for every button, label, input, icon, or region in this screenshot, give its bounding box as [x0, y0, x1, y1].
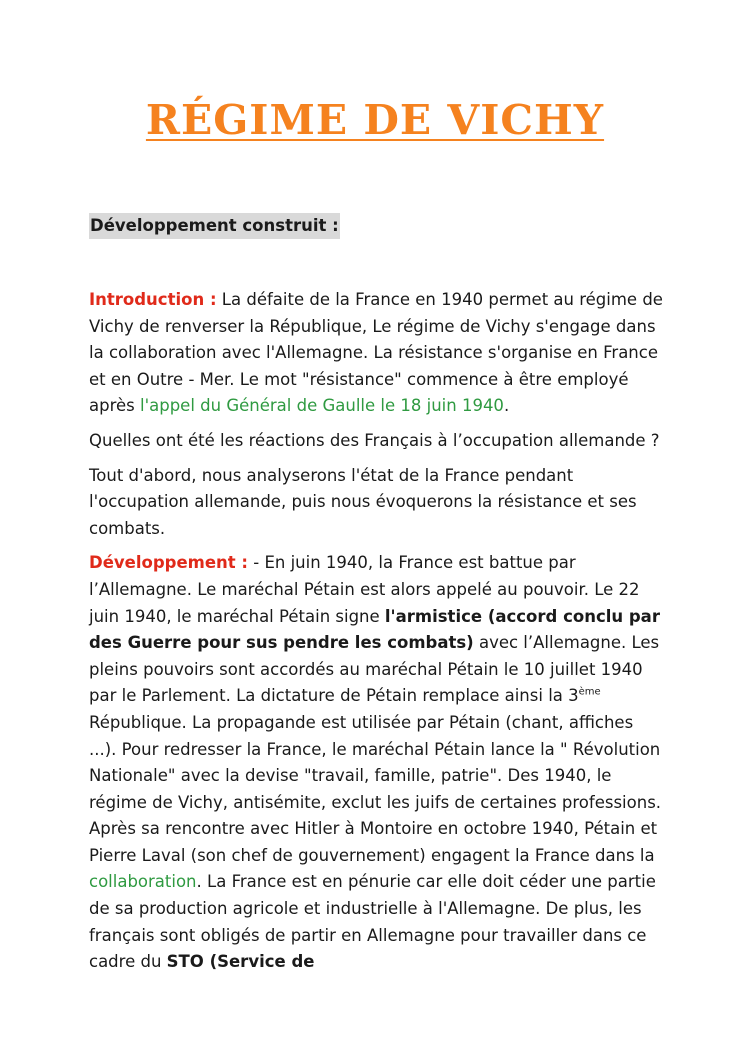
intro-text: La défaite de la France en 1940 permet au régime de Vichy de renverser la République, Le régime de Vichy s'engage dans la collaboration avec l'Allemagne. La résistance s'organise en France et en Outre - Mer. Le mot "résistance" commence à être employé après [89, 290, 663, 416]
development-superscript: ème [578, 686, 601, 698]
question-paragraph: Quelles ont été les réactions des Français à l’occupation allemande ? [89, 430, 660, 450]
development-bold-2: STO (Service de [166, 952, 315, 972]
development-text-4: . La France est en pénurie car elle doit céder une partie de sa production agricole et industrielle à l'Allemagne. De plus, les français sont obligés de partir en Allemagne pour travailler dans ce cadre du [89, 872, 656, 972]
section-heading: Développement construit : [89, 213, 340, 239]
plan-paragraph: Tout d'abord, nous analyserons l'état de la France pendant l'occupation allemande, puis nous évoquerons la résistance et ses combats. [89, 465, 637, 538]
development-bold-1: l'armistice (accord conclu par des Guerre pour sus pendre les combats) [89, 606, 660, 653]
development-text-1: - En juin 1940, la France est battue par l’Allemagne. Le maréchal Pétain est alors appelé au pouvoir. Le 22 juin 1940, le maréchal Pétain signe [89, 553, 640, 626]
page-title-text: RÉGIME DE VICHY [145, 96, 605, 144]
development-label: Développement : [89, 553, 248, 573]
development-text-3: République. La propagande est utilisée par Pétain (chant, affiches ...). Pour redresser la France, le maréchal Pétain lance la " Révolution Nationale" avec la devise "travail, famille, patrie". Des 1940, le régime de Vichy, antisémite, exclut les juifs de certaines professions. Après sa rencontre avec Hitler à Montoire en octobre 1940, Pétain et Pierre Laval (son chef de gouvernement) engagent la France dans la [89, 712, 662, 865]
development-highlight: collaboration [89, 872, 197, 892]
intro-highlight: l'appel du Général de Gaulle le 18 juin 1940 [140, 396, 504, 416]
development-text-2: avec l’Allemagne. Les pleins pouvoirs sont accordés au maréchal Pétain le 10 juillet 1940 par le Parlement. La dictature de Pétain remplace ainsi la 3 [89, 633, 660, 706]
intro-paragraph [89, 287, 665, 420]
document-body [89, 287, 665, 984]
intro-label: Introduction : [89, 290, 217, 309]
intro-text-end: . [503, 396, 510, 416]
development-paragraph [89, 550, 665, 976]
page-title [0, 96, 750, 144]
